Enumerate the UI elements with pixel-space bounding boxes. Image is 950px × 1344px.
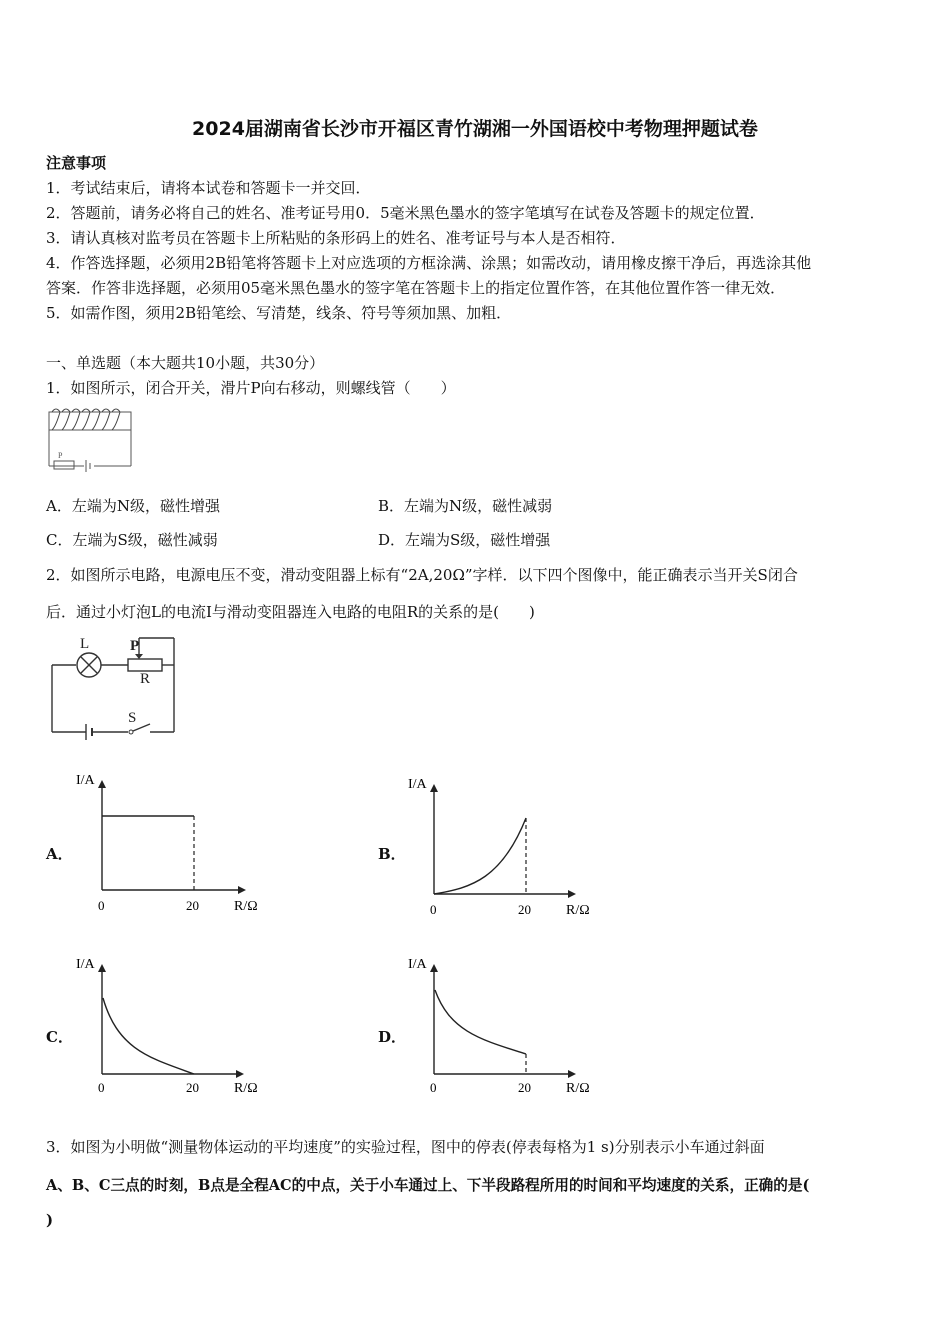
resistor-symbol [128, 659, 162, 671]
q1-option-b: B．左端为N级，磁性减弱 [378, 497, 553, 515]
resistor-label: R [140, 671, 151, 687]
notice-line: 答案．作答非选择题，必须用05毫米黑色墨水的签字笔在答题卡上的指定位置作答，在其他位置作答一律无效． [46, 279, 786, 297]
q1-option-c: C．左端为S级，磁性减弱 [46, 531, 218, 549]
svg-text:20: 20 [518, 1080, 531, 1095]
svg-text:I/A: I/A [76, 957, 95, 972]
q3-stem-line1: 3．如图为小明做“测量物体运动的平均速度”的实验过程，图中的停表(停表每格为1 s)分别表示小车通过斜面 [46, 1138, 765, 1156]
svg-text:R/Ω: R/Ω [234, 899, 258, 914]
svg-text:I/A: I/A [408, 957, 427, 972]
q2-option-c: C． [46, 1028, 73, 1046]
svg-text:20: 20 [186, 898, 199, 913]
q2-option-a: A． [46, 845, 73, 863]
svg-text:R/Ω: R/Ω [234, 1081, 258, 1096]
q2-circuit-figure [44, 630, 184, 742]
notice-heading: 注意事项 [46, 154, 107, 172]
graph-a [70, 768, 280, 918]
notice-line: 5．如需作图，须用2B铅笔绘、写清楚，线条、符号等须加黑、加粗． [46, 304, 512, 322]
lamp-label: L [80, 636, 90, 652]
svg-text:0: 0 [98, 898, 105, 913]
notice-line: 4．作答选择题，必须用2B铅笔将答题卡上对应选项的方框涂满、涂黑；如需改动，请用橡皮擦干净后，再选涂其他 [46, 254, 812, 272]
q2-option-b: B． [378, 845, 406, 863]
q2-stem-line1: 2．如图所示电路，电源电压不变，滑动变阻器上标有“2A,20Ω”字样．以下四个图像中，能正确表示当开关S闭合 [46, 566, 798, 584]
notice-line: 1．考试结束后，请将本试卷和答题卡一并交回． [46, 179, 371, 197]
graph-c [70, 950, 280, 1100]
switch-label: S [128, 710, 137, 726]
svg-text:20: 20 [518, 902, 531, 917]
notice-line: 3．请认真核对监考员在答题卡上所粘贴的条形码上的姓名、准考证号与本人是否相符． [46, 229, 626, 247]
q1-option-d: D．左端为S级，磁性增强 [378, 531, 551, 549]
graph-d [402, 950, 612, 1100]
q3-stem-line3: ) [46, 1211, 54, 1229]
section-heading: 一、单选题（本大题共10小题，共30分） [46, 354, 325, 372]
svg-text:0: 0 [430, 1080, 437, 1095]
slider-label: P [130, 638, 140, 654]
q1-option-a: A．左端为N级，磁性增强 [46, 497, 220, 515]
svg-text:I/A: I/A [408, 777, 427, 792]
svg-text:0: 0 [98, 1080, 105, 1095]
svg-text:20: 20 [186, 1080, 199, 1095]
q2-option-d: D． [378, 1028, 407, 1046]
svg-text:R/Ω: R/Ω [566, 1081, 590, 1096]
q2-stem-line2: 后．通过小灯泡L的电流I与滑动变阻器连入电路的电阻R的关系的是( ) [46, 603, 535, 621]
q1-stem: 1．如图所示，闭合开关，滑片P向右移动，则螺线管（ ） [46, 379, 456, 397]
q1-solenoid-figure [44, 404, 136, 476]
svg-text:0: 0 [430, 902, 437, 917]
q1-slider-label: P [58, 451, 63, 460]
page-title: 2024届湖南省长沙市开福区青竹湖湘一外国语校中考物理押题试卷 [192, 118, 758, 140]
q3-stem-line2: A、B、C三点的时刻，B点是全程AC的中点，关于小车通过上、下半段路程所用的时间和平均速度的关系，正确的是( [46, 1177, 810, 1194]
svg-text:I/A: I/A [76, 773, 95, 788]
notice-line: 2．答题前，请务必将自己的姓名、准考证号用0．5毫米黑色墨水的签字笔填写在试卷及答题卡的规定位置． [46, 204, 765, 222]
graph-b [402, 770, 612, 920]
svg-text:R/Ω: R/Ω [566, 903, 590, 918]
